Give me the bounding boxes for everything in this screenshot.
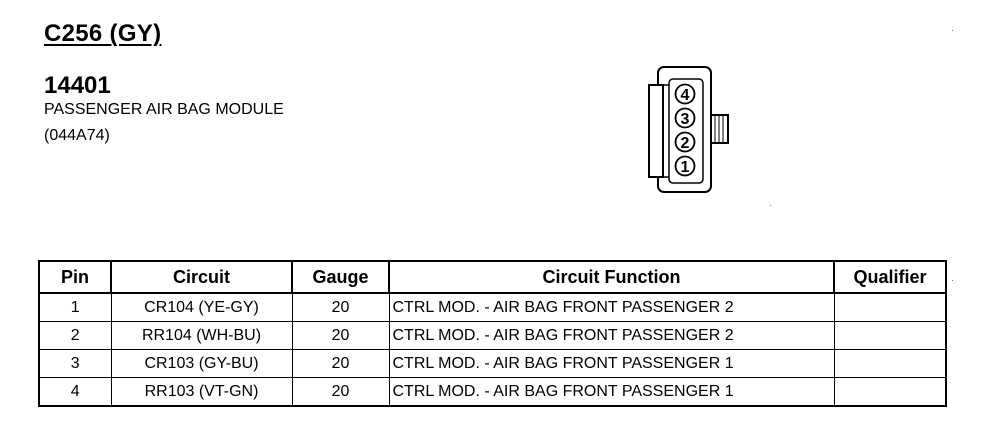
cell-function: CTRL MOD. - AIR BAG FRONT PASSENGER 1: [389, 350, 834, 378]
pin-table: [38, 260, 947, 407]
component-number: 14401: [44, 72, 111, 99]
scan-speck: [770, 205, 771, 206]
component-name: PASSENGER AIR BAG MODULE: [44, 101, 284, 118]
table-row: [39, 350, 946, 378]
pin-number: 4: [680, 87, 690, 104]
scan-speck: [952, 30, 953, 31]
connector-lock-tab: [649, 85, 663, 177]
cell-qualifier: [834, 350, 946, 378]
table-row: [39, 322, 946, 350]
pin-number: 3: [680, 111, 690, 128]
cell-qualifier: [834, 322, 946, 350]
cell-pin: 3: [39, 350, 111, 378]
cell-pin: 1: [39, 293, 111, 322]
column-header-pin: Pin: [39, 261, 111, 293]
pin-cavity: [676, 133, 695, 153]
cell-qualifier: [834, 293, 946, 322]
pin-cavity: [676, 157, 695, 177]
cell-function: CTRL MOD. - AIR BAG FRONT PASSENGER 2: [389, 293, 834, 322]
table-row: [39, 378, 946, 407]
cell-circuit: RR103 (VT-GN): [111, 378, 292, 407]
cell-circuit: RR104 (WH-BU): [111, 322, 292, 350]
table-header-row: [39, 261, 946, 293]
pin-number: 2: [680, 135, 690, 152]
connector-id: C256 (GY): [44, 20, 162, 47]
pin-cavity: [676, 109, 695, 129]
cell-function: CTRL MOD. - AIR BAG FRONT PASSENGER 2: [389, 322, 834, 350]
connector-face-diagram: [645, 65, 741, 195]
cell-gauge: 20: [292, 378, 389, 407]
column-header-function: Circuit Function: [389, 261, 834, 293]
column-header-gauge: Gauge: [292, 261, 389, 293]
cell-circuit: CR104 (YE-GY): [111, 293, 292, 322]
cell-gauge: 20: [292, 322, 389, 350]
cell-circuit: CR103 (GY-BU): [111, 350, 292, 378]
cell-function: CTRL MOD. - AIR BAG FRONT PASSENGER 1: [389, 378, 834, 407]
cell-gauge: 20: [292, 350, 389, 378]
pin-cavity: [676, 85, 695, 105]
table-row: [39, 293, 946, 322]
component-part-code: (044A74): [44, 127, 110, 144]
scan-speck: [952, 280, 953, 281]
cell-gauge: 20: [292, 293, 389, 322]
cell-qualifier: [834, 378, 946, 407]
cell-pin: 2: [39, 322, 111, 350]
column-header-qualifier: Qualifier: [834, 261, 946, 293]
column-header-circuit: Circuit: [111, 261, 292, 293]
cell-pin: 4: [39, 378, 111, 407]
pin-number: 1: [680, 159, 690, 176]
